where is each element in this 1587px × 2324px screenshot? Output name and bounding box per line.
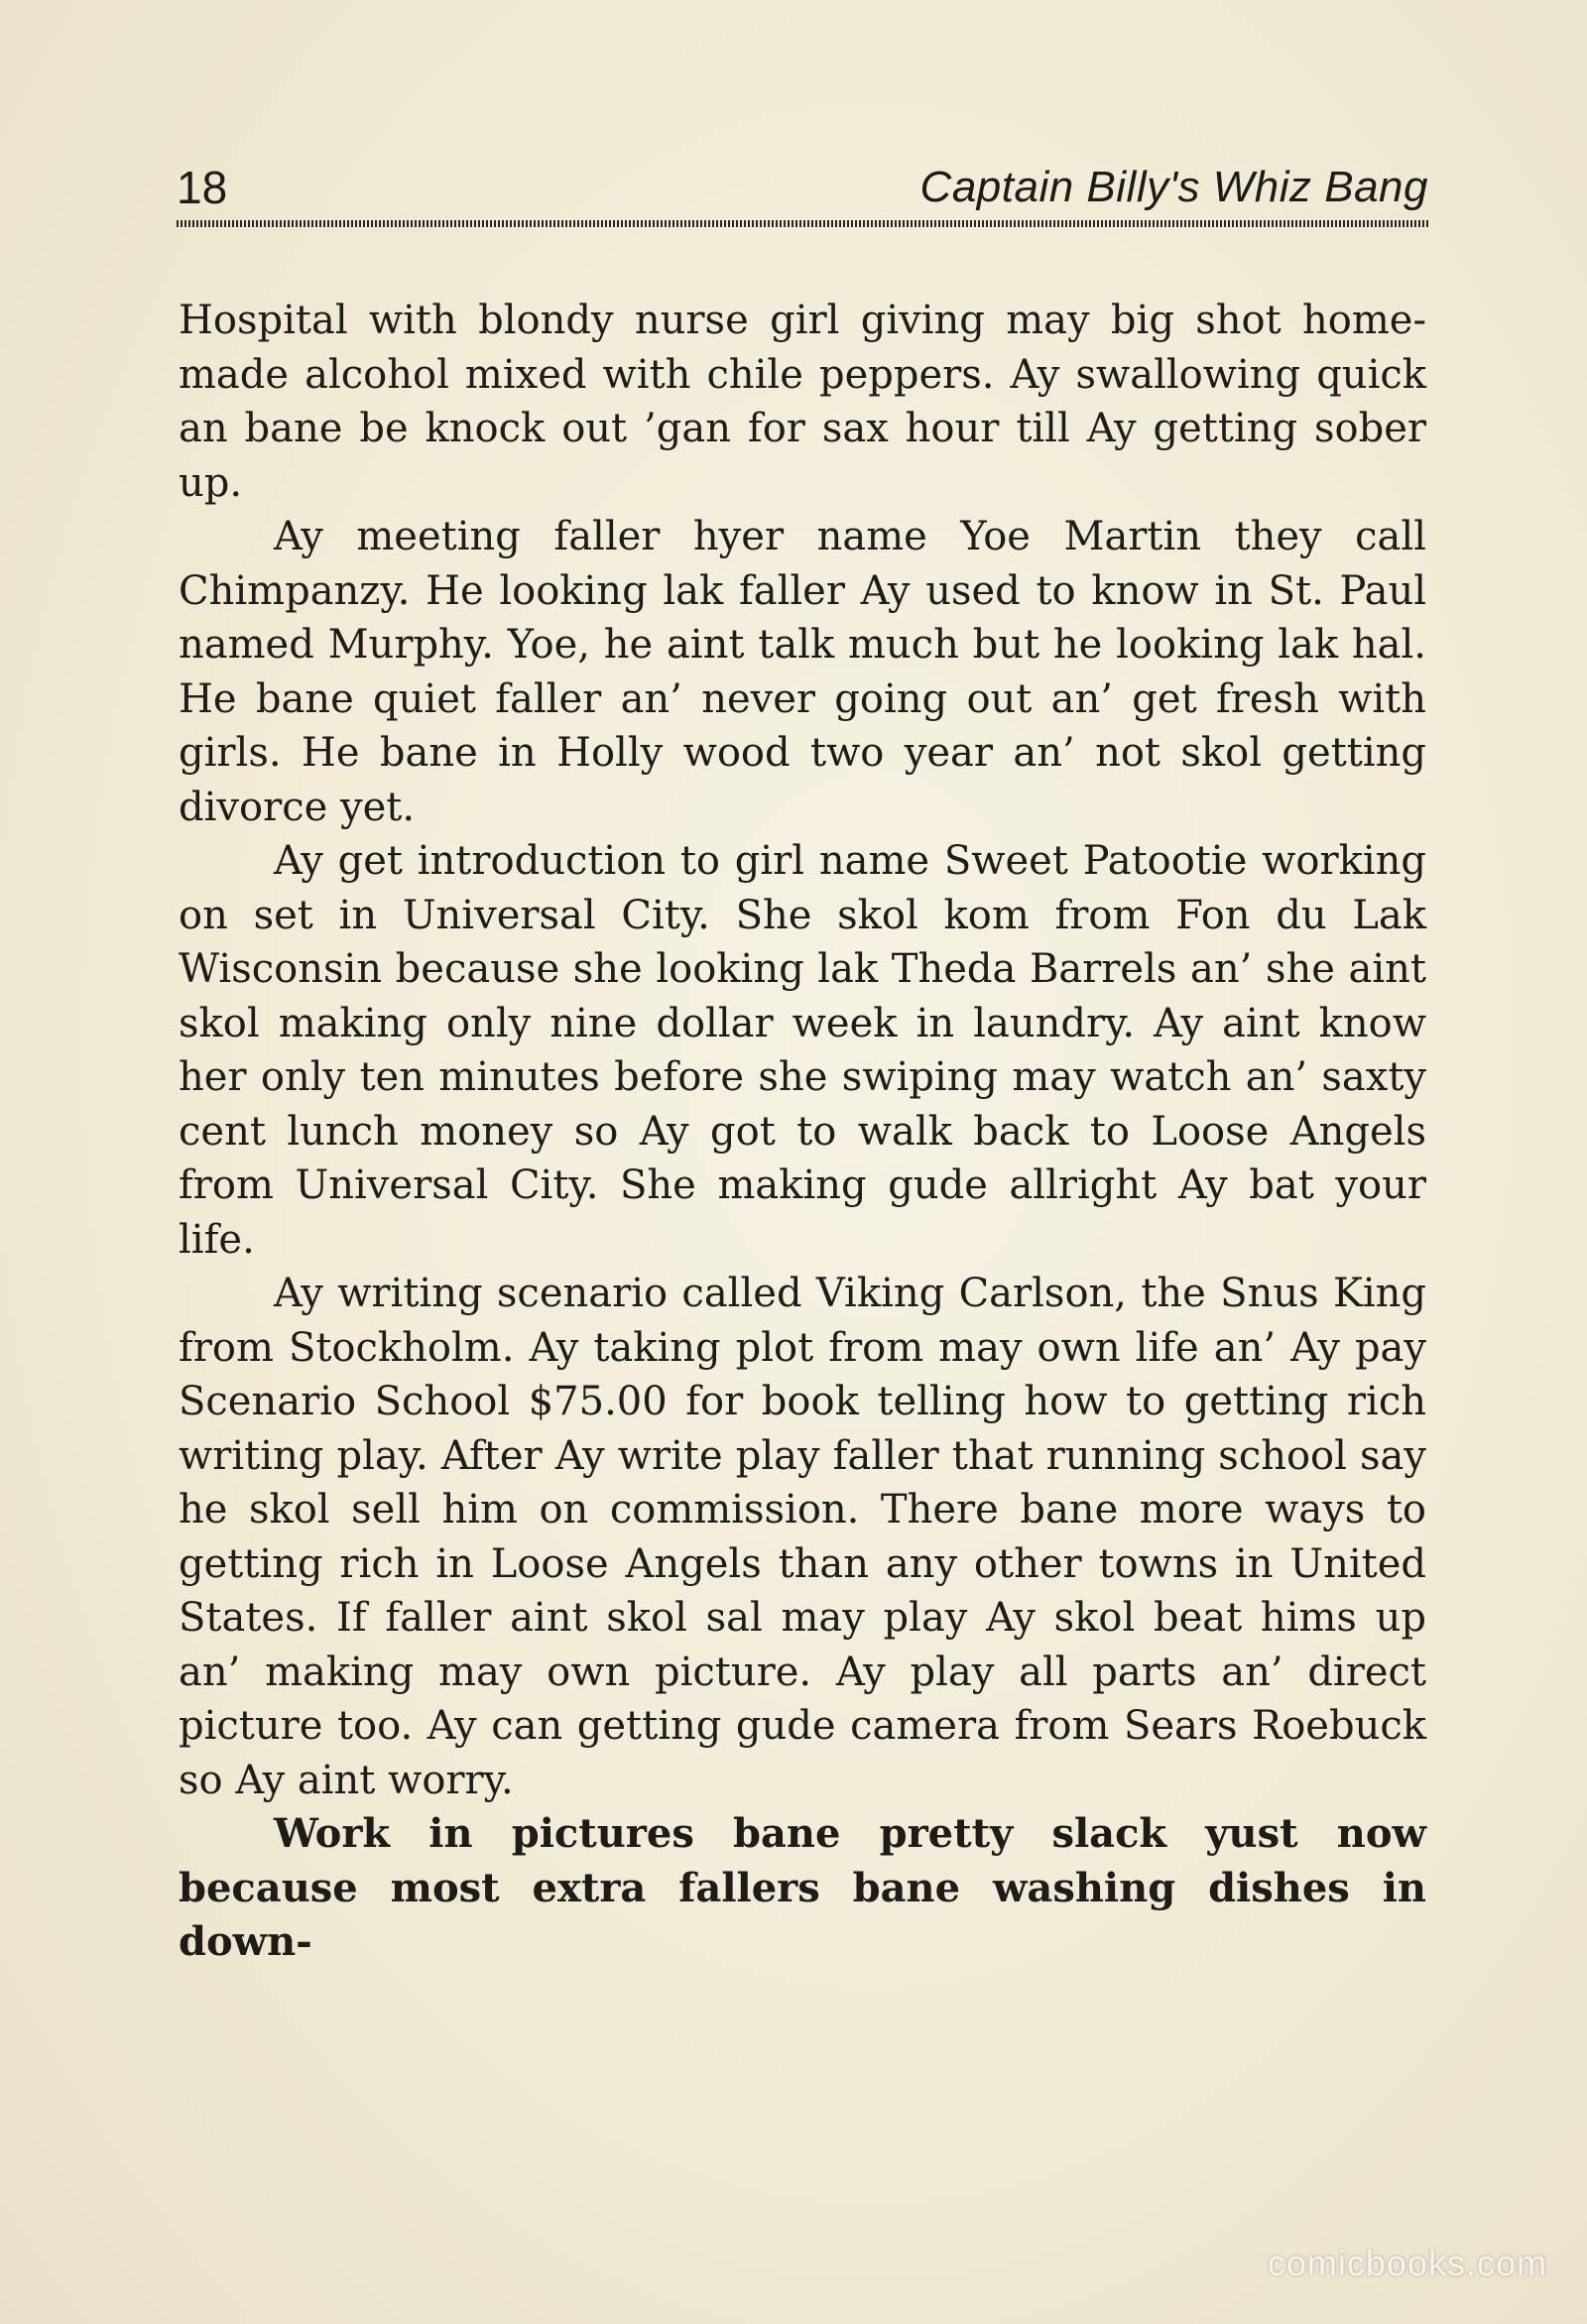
paragraph-3: Ay get introduction to girl name Sweet Patootie working on set in Universal City. She skol kom from Fon du Lak Wisconsin because she looking lak Theda Barrels an’ she aint skol making only nine dollar week in laundry. Ay aint know her only ten minutes before she swiping may watch an’ saxty cent lunch money so Ay got to walk back to Loose Angels from Universal City. She making gude allright Ay bat your life.: [179, 838, 1426, 1263]
paragraph-5: Work in pictures bane pretty slack yust now because most extra fallers bane washing dishes in down-: [179, 1810, 1426, 1965]
paragraph-1: Hospital with blondy nurse girl giving may big shot home-made alcohol mixed with chile peppers. Ay swallowing quick an bane be knock out ’gan for sax hour till Ay getting sober up.: [179, 298, 1426, 506]
paragraph-4: Ay writing scenario called Viking Carlson, the Snus King from Stockholm. Ay taking plot from may own life an’ Ay pay Scenario School $75.00 for book telling how to getting rich writing play. After Ay write play faller that running school say he skol sell him on commission. There bane more ways to getting rich in Loose Angels than any other towns in United States. If faller aint skol sal may play Ay skol beat hims up an’ making may own picture. Ay play all parts an’ direct picture too. Ay can getting gude camera from Sears Roebuck so Ay aint worry.: [179, 1271, 1426, 1803]
page-number: 18: [177, 162, 228, 213]
page-header: [177, 159, 1428, 228]
running-title: Captain Billy's Whiz Bang: [919, 163, 1428, 211]
paragraph-2: Ay meeting faller hyer name Yoe Martin they call Chimpanzy. He looking lak faller Ay used to know in St. Paul named Murphy. Yoe, he aint talk much but he looking lak hal. He bane quiet faller an’ never going out an’ get fresh with girls. He bane in Holly wood two year an’ not skol getting divorce yet.: [179, 514, 1426, 830]
header-rule: [177, 220, 1428, 227]
watermark: comicbooks.com: [1267, 2243, 1547, 2283]
body-text: [179, 294, 1426, 1970]
